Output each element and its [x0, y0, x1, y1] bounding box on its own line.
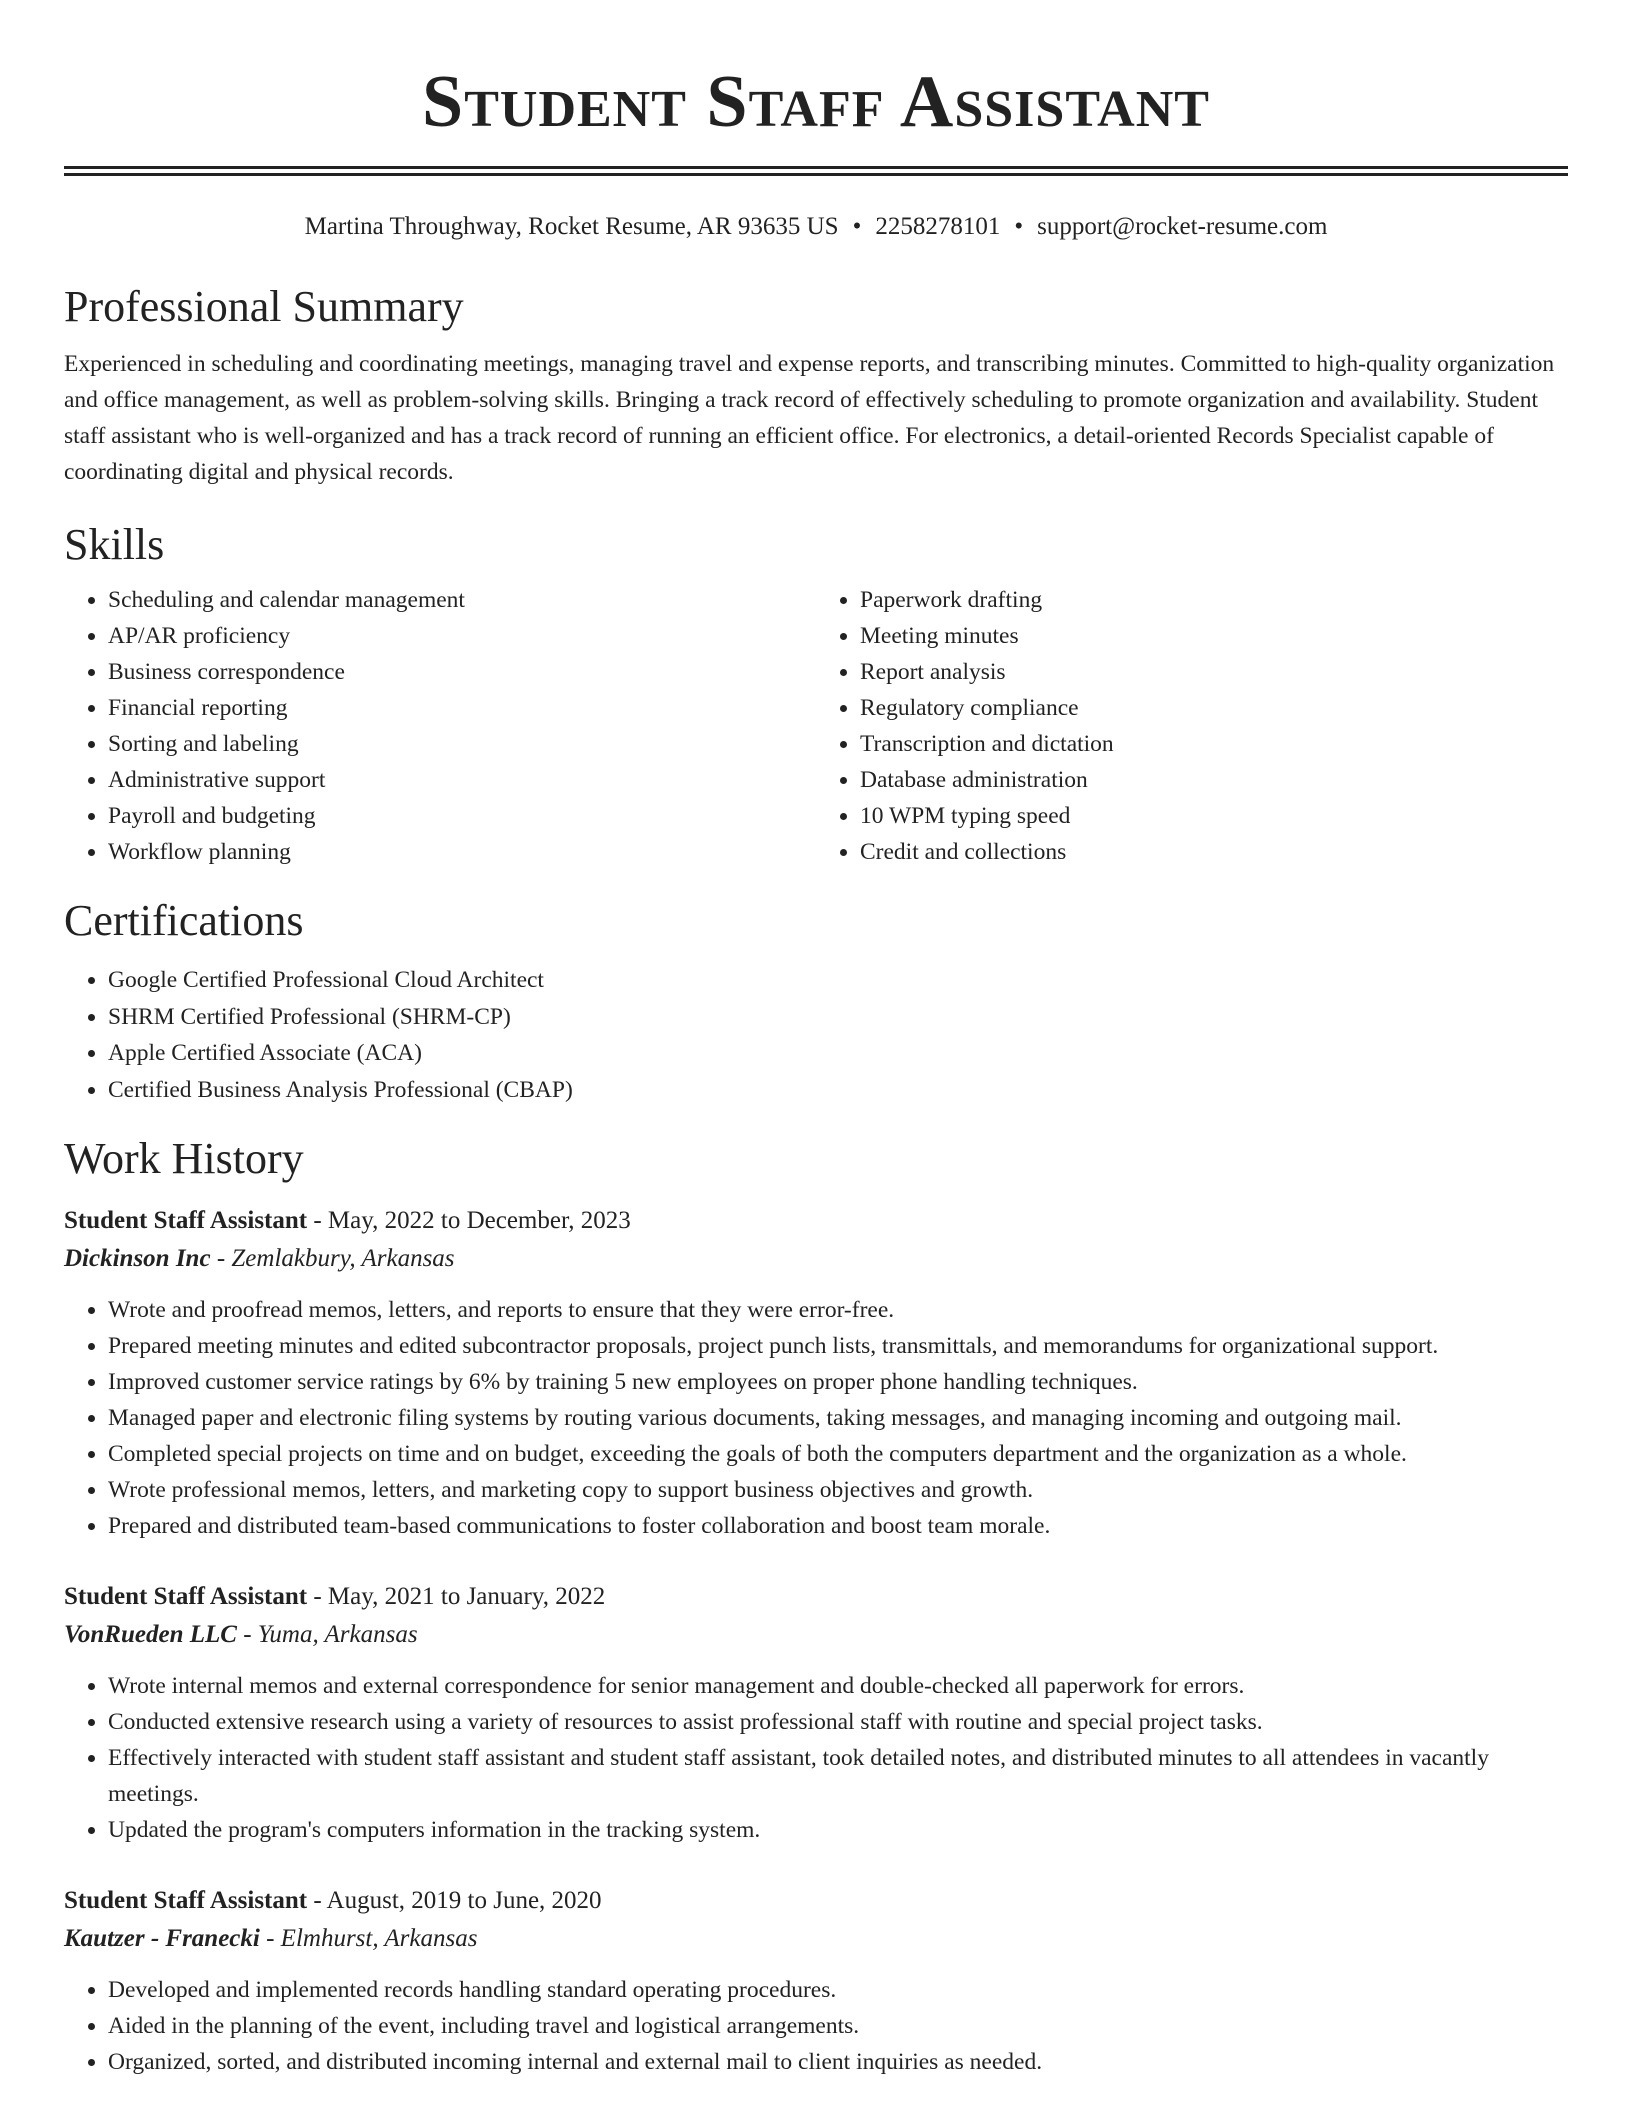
- job-dates: - August, 2019 to June, 2020: [307, 1887, 602, 1914]
- skills-list-left: [64, 582, 816, 870]
- certifications-heading: Certifications: [64, 896, 304, 945]
- certification-item: • Certified Business Analysis Professional (CBAP): [108, 1072, 1568, 1109]
- skills-list-right: [816, 582, 1568, 870]
- skill-item: • Regulatory compliance: [860, 690, 1568, 726]
- contact-address: Martina Throughway, Rocket Resume, AR 93635 US: [304, 213, 839, 240]
- job-bullet: • Developed and implemented records handling standard operating procedures.: [108, 1972, 1568, 2008]
- job-dates: - May, 2021 to January, 2022: [307, 1583, 606, 1610]
- summary-heading: Professional Summary: [64, 282, 464, 331]
- job-bullet: • Prepared meeting minutes and edited subcontractor proposals, project punch lists, transmittals, and memorandums for organizational support.: [108, 1328, 1568, 1364]
- job-entry: [64, 1882, 1568, 2080]
- job-bullets: [64, 1972, 1568, 2080]
- skill-item: • 10 WPM typing speed: [860, 798, 1568, 834]
- certifications-list: [64, 962, 1568, 1108]
- job-bullet: • Effectively interacted with student staff assistant and student staff assistant, took detailed notes, and distributed minutes to all attendees in vacantly meetings.: [108, 1740, 1568, 1812]
- job-bullet: • Managed paper and electronic filing systems by routing various documents, taking messages, and managing incoming and outgoing mail.: [108, 1400, 1568, 1436]
- job-dates: - May, 2022 to December, 2023: [307, 1207, 631, 1234]
- job-bullet: • Organized, sorted, and distributed incoming internal and external mail to client inquiries as needed.: [108, 2044, 1568, 2080]
- skill-item: • Financial reporting: [108, 690, 816, 726]
- job-company-line: [64, 1240, 1568, 1278]
- skill-item: • Administrative support: [108, 762, 816, 798]
- job-company: Kautzer - Franecki: [64, 1925, 260, 1952]
- contact-separator: •: [1014, 213, 1024, 240]
- skill-item: • Report analysis: [860, 654, 1568, 690]
- certification-item: • Apple Certified Associate (ACA): [108, 1035, 1568, 1072]
- job-bullet: • Improved customer service ratings by 6% by training 5 new employees on proper phone handling techniques.: [108, 1364, 1568, 1400]
- skill-item: • Credit and collections: [860, 834, 1568, 870]
- contact-separator: •: [852, 213, 862, 240]
- job-bullet: • Wrote professional memos, letters, and marketing copy to support business objectives and growth.: [108, 1472, 1568, 1508]
- job-title-line: [64, 1202, 1568, 1240]
- job-bullet: • Wrote internal memos and external correspondence for senior management and double-checked all paperwork for errors.: [108, 1668, 1568, 1704]
- skill-item: • Sorting and labeling: [108, 726, 816, 762]
- job-bullet: • Completed special projects on time and on budget, exceeding the goals of both the computers department and the organization as a whole.: [108, 1436, 1568, 1472]
- job-location: - Yuma, Arkansas: [236, 1621, 418, 1648]
- job-title: Student Staff Assistant: [64, 1887, 308, 1914]
- skills-heading: Skills: [64, 520, 165, 569]
- contact-email: support@rocket-resume.com: [1037, 213, 1328, 240]
- contact-phone: 2258278101: [875, 213, 1001, 240]
- resume-title: Student Staff Assistant: [422, 61, 1210, 143]
- job-bullets: [64, 1292, 1568, 1544]
- skill-item: • AP/AR proficiency: [108, 618, 816, 654]
- job-bullet: • Updated the program's computers information in the tracking system.: [108, 1812, 1568, 1848]
- job-title: Student Staff Assistant: [64, 1207, 308, 1234]
- contact-line: [64, 212, 1568, 242]
- skill-item: • Workflow planning: [108, 834, 816, 870]
- summary-text: Experienced in scheduling and coordinating meetings, managing travel and expense reports, and transcribing minutes. Committed to high-quality organization and office management, as well as problem-solving skills. Bringing a track record of effectively scheduling to promote organization and availability. Student staff assistant who is well-organized and has a track record of running an efficient office. For electronics, a detail-oriented Records Specialist capable of coordinating digital and physical records.: [64, 351, 1555, 485]
- job-location: - Zemlakbury, Arkansas: [210, 1245, 455, 1272]
- job-bullet: • Aided in the planning of the event, including travel and logistical arrangements.: [108, 2008, 1568, 2044]
- skills-columns: [64, 582, 1568, 870]
- title-double-rule: [64, 166, 1568, 176]
- skill-item: • Transcription and dictation: [860, 726, 1568, 762]
- resume-page: [64, 0, 1568, 2080]
- job-bullet: • Prepared and distributed team-based communications to foster collaboration and boost team morale.: [108, 1508, 1568, 1544]
- job-bullets: [64, 1668, 1568, 1848]
- job-company: VonRueden LLC: [64, 1621, 237, 1648]
- job-company: Dickinson Inc: [64, 1245, 211, 1272]
- skill-item: • Payroll and budgeting: [108, 798, 816, 834]
- skill-item: • Paperwork drafting: [860, 582, 1568, 618]
- skill-item: • Scheduling and calendar management: [108, 582, 816, 618]
- job-company-line: [64, 1616, 1568, 1654]
- certification-item: • Google Certified Professional Cloud Architect: [108, 962, 1568, 999]
- skill-item: • Business correspondence: [108, 654, 816, 690]
- job-title-line: [64, 1578, 1568, 1616]
- job-title-line: [64, 1882, 1568, 1920]
- job-entry: [64, 1202, 1568, 1544]
- job-company-line: [64, 1920, 1568, 1958]
- certification-item: • SHRM Certified Professional (SHRM-CP): [108, 999, 1568, 1036]
- skill-item: • Database administration: [860, 762, 1568, 798]
- job-location: - Elmhurst, Arkansas: [259, 1925, 478, 1952]
- work-history-heading: Work History: [64, 1134, 304, 1183]
- job-title: Student Staff Assistant: [64, 1583, 308, 1610]
- job-bullet: • Wrote and proofread memos, letters, and reports to ensure that they were error-free.: [108, 1292, 1568, 1328]
- job-bullet: • Conducted extensive research using a variety of resources to assist professional staff with routine and special project tasks.: [108, 1704, 1568, 1740]
- job-entry: [64, 1578, 1568, 1848]
- skill-item: • Meeting minutes: [860, 618, 1568, 654]
